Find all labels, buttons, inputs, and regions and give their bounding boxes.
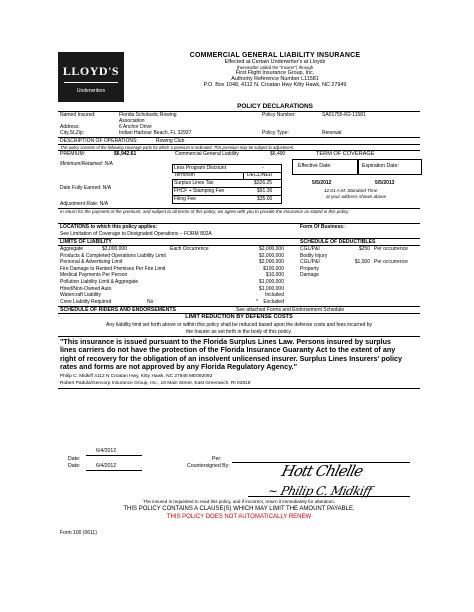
clause-note: THIS POLICY CONTAINS A CLAUSE(S) WHICH MAY LIMIT THE AMOUNT PAYABLE. xyxy=(123,506,355,512)
filing-fee-label: Filing Fee xyxy=(174,196,196,202)
sign-date-value2: 6/4/2012 xyxy=(96,463,117,469)
effective-date-value: 5/5/2012 xyxy=(312,180,332,186)
agent-line1: Philip C. Midkiff 4112 N Croatan Hwy, Kitty Hawk, NC 27949 ME092092 xyxy=(60,374,213,379)
deductible-row-label: Property xyxy=(300,265,319,272)
agent-line2: Robert Padula/Gencorp Insurance Group, Inc., 16 Main Street, East Greenwich, RI 02818 xyxy=(60,381,251,386)
defense-text1: Any liability limit set forth above or within this policy shall be reduced based upon the defense costs and fees incurred by xyxy=(106,322,372,328)
sign-date-label2: Date: xyxy=(68,463,81,469)
riders-label: SCHEDULE OF RIDERS AND ENDORSEMENTS xyxy=(60,307,176,313)
premium-value: $6,942.61 xyxy=(114,151,137,157)
limit-row-value: $3,000,000 xyxy=(101,246,127,252)
surplus-tax-label: Surplus Lines Tax xyxy=(174,180,214,186)
city-value: Indian Harbour Beach, FL 32937 xyxy=(119,130,192,136)
defense-text2: the Insurer as set forth in the body of this policy. xyxy=(186,329,292,335)
named-insured-value2: Association xyxy=(119,118,145,124)
florida-notice xyxy=(60,338,420,372)
limit-row-value2: Excluded xyxy=(263,298,284,305)
riders-value: See attached Forms and Endorsement Schedule xyxy=(236,307,345,313)
declarations-title: POLICY DECLARATIONS xyxy=(237,103,313,110)
time-note1: 12:01 A.M. Standard Time xyxy=(324,188,378,193)
named-insured-label: Named Insured: xyxy=(60,112,96,118)
countersign-signature: ~ Philip C. Midkiff xyxy=(266,484,374,498)
notice-line2: lines carriers do not have the protection of the Florida Insurance Guaranty Act to the extent of any xyxy=(60,345,396,355)
time-note2: at your address shown above xyxy=(326,194,387,199)
limit-row-star: * xyxy=(256,298,258,305)
lloyds-logo xyxy=(58,52,124,102)
no-renew-note: THIS POLICY DOES NOT AUTOMATICALLY RENEW xyxy=(166,514,312,520)
policy-type-value: Renewal xyxy=(322,130,342,136)
limit-row-label: Pollution Liability Limit & Aggregate xyxy=(60,279,139,285)
notice-line1: "This insurance is issued pursuant to the Florida Surplus Lines Law. Persons insured by surplus xyxy=(60,337,392,346)
form-of-business-label: Form Of Business: xyxy=(300,224,345,230)
locations-label: LOCATIONS to which this policy applies: xyxy=(60,224,158,230)
header-line4: Authority Reference Number L11581 xyxy=(231,76,319,82)
limit-row-label: Aggregate xyxy=(60,246,84,252)
form-number: Form 100 (0611) xyxy=(60,530,97,536)
expiration-date-label: Expiration Date: xyxy=(362,163,399,169)
expiration-date-value: 5/5/2013 xyxy=(375,180,395,186)
cgl-label: Commercial General Liability xyxy=(175,151,239,157)
sign-date-label1: Date: xyxy=(68,456,81,462)
desc-ops-value: Rowing Club xyxy=(156,138,185,144)
less-discount-value: - xyxy=(262,165,264,171)
policy-header xyxy=(130,52,420,88)
defense-title: LIMIT REDUCTION BY DEFENSE COSTS xyxy=(185,314,293,320)
deductible-row-label: CGL/P&I xyxy=(300,259,320,266)
underwriter-signature: Hott Chlelle xyxy=(279,462,365,480)
limit-row-label: Fire Damage to Rented Premises Per Fire Limit xyxy=(60,265,166,272)
header-line3: First Flight Insurance Group, Inc. xyxy=(235,70,315,76)
desc-ops-label: DESCRIPTION OF OPERATIONS: xyxy=(60,138,138,144)
limit-row-value2: $1,000,000 xyxy=(258,285,284,292)
header-line1: Effected at Certain Underwriter's at Lloyds xyxy=(224,59,326,65)
deductible-row-per: Per occurrence xyxy=(374,259,408,266)
limit-row-value2: $2,000,000 xyxy=(258,246,284,252)
limit-row-label: Personal & Advertising Limit xyxy=(60,259,123,266)
header-line2: (hereinafter called the "Insurer") through xyxy=(236,65,314,70)
notice-line3: right of recovery for the obligation of an insolvent unlicensed insurer. Surplus Lines Insurers' policy xyxy=(60,353,402,363)
limit-row-label: Crew Liability Required xyxy=(60,298,112,305)
coverage-notice: This policy consists of the following coverage parts for which a premium is indicated. This premium may be subject to adjustment. xyxy=(60,145,295,150)
deductible-row-per: Per occurrence xyxy=(374,246,408,252)
limit-row-label2: Each Occurrence xyxy=(170,246,209,252)
adjustment-rate: Adjustment Rate: N/A xyxy=(60,201,109,207)
notice-line4: rates and forms are not approved by any Florida Regulatory Agency." xyxy=(60,362,298,372)
header-line5: P.O. Box 1048, 4112 N. Croatan Hwy Kitty Hawk, NC 27949 xyxy=(203,82,347,88)
filing-fee-value: $35.00 xyxy=(257,196,273,202)
limit-row-label: Medical Payments Per Person xyxy=(60,272,128,279)
logo-sub: Underwriters xyxy=(76,88,106,94)
cgl-value: $6,490 xyxy=(270,151,286,157)
policy-number-value: SA01755-R2-11581 xyxy=(322,112,366,118)
header-title: COMMERCIAL GENERAL LIABILITY INSURANCE xyxy=(189,52,361,59)
limit-row-value2: $10,000 xyxy=(265,272,284,279)
limits-title: LIMITS OF LIABILITY xyxy=(60,239,112,245)
named-insured-value: Florida Scholastic Rowing xyxy=(119,112,177,118)
return-premium-note: In return for the payment of the premium, and subject to all terms of this policy, we agree with you to provide the insurance as stated in this policy. xyxy=(60,209,350,214)
fhcf-value: $91.36 xyxy=(257,188,273,194)
deductible-row-label: Bodily Injury xyxy=(300,252,328,259)
locations-value: See Limitation of Coverage to Designated Operations – FORM 802A xyxy=(60,231,212,237)
terrorism-label: Terrorism xyxy=(174,172,195,178)
deductible-row-value: $1,000 xyxy=(354,259,370,266)
policy-number-label: Policy Number: xyxy=(262,112,296,118)
address-value: 6 Anchor Drive xyxy=(119,124,152,130)
read-policy-note: The insured is requested to read this policy, and if incorrect, return it immediately for alteration. xyxy=(143,499,335,504)
date-fully-earned: Date Fully Earned: N/A xyxy=(60,185,112,191)
deductible-row-value: $250 xyxy=(358,246,370,252)
limit-row-label: Watercraft Liability xyxy=(60,292,101,299)
limit-row-value2: $2,000,000 xyxy=(258,252,284,259)
terrorism-value: DECLINED xyxy=(247,172,273,178)
logo-brand: LLOYD'S xyxy=(62,64,120,78)
logo-divider xyxy=(64,82,118,83)
policy-type-label: Policy Type: xyxy=(262,130,289,136)
limit-row-value: No xyxy=(147,298,154,305)
city-label: City,St,Zip: xyxy=(60,130,85,136)
per-label: Per: xyxy=(212,456,222,462)
effective-date-label: Effective Date: xyxy=(298,163,332,169)
surplus-tax-value: $326.25 xyxy=(254,180,273,186)
countersigned-label: Countersigned By: xyxy=(187,463,230,469)
premium-label: PREMIUM: xyxy=(60,151,85,157)
less-discount-label: Less Program Discount xyxy=(174,165,226,171)
limit-row-value2: $2,000,000 xyxy=(258,259,284,266)
deductibles-title: SCHEDULE OF DEDUCTIBLES xyxy=(300,239,376,245)
deductible-row-label: CGL/P&I xyxy=(300,246,320,252)
sign-date-value1: 6/4/2012 xyxy=(96,448,117,454)
minimum-retained: Minimum/Retained: N/A xyxy=(60,161,113,167)
limit-row-label: Hired/Non-Owned Auto xyxy=(60,285,112,292)
limit-row-value2: $100,000 xyxy=(263,265,284,272)
address-label: Address: xyxy=(60,124,80,130)
limit-row-label: Products & Completed Operations Liability Limit xyxy=(60,252,166,259)
term-of-coverage-label: TERM OF COVERAGE xyxy=(316,151,375,157)
limit-row-value2: $1,000,000 xyxy=(258,279,284,285)
limit-row-value2: Included xyxy=(265,292,284,299)
deductible-row-label: Damage xyxy=(300,272,319,279)
fhcf-label: FHCF + Stamping Fee xyxy=(174,188,225,194)
